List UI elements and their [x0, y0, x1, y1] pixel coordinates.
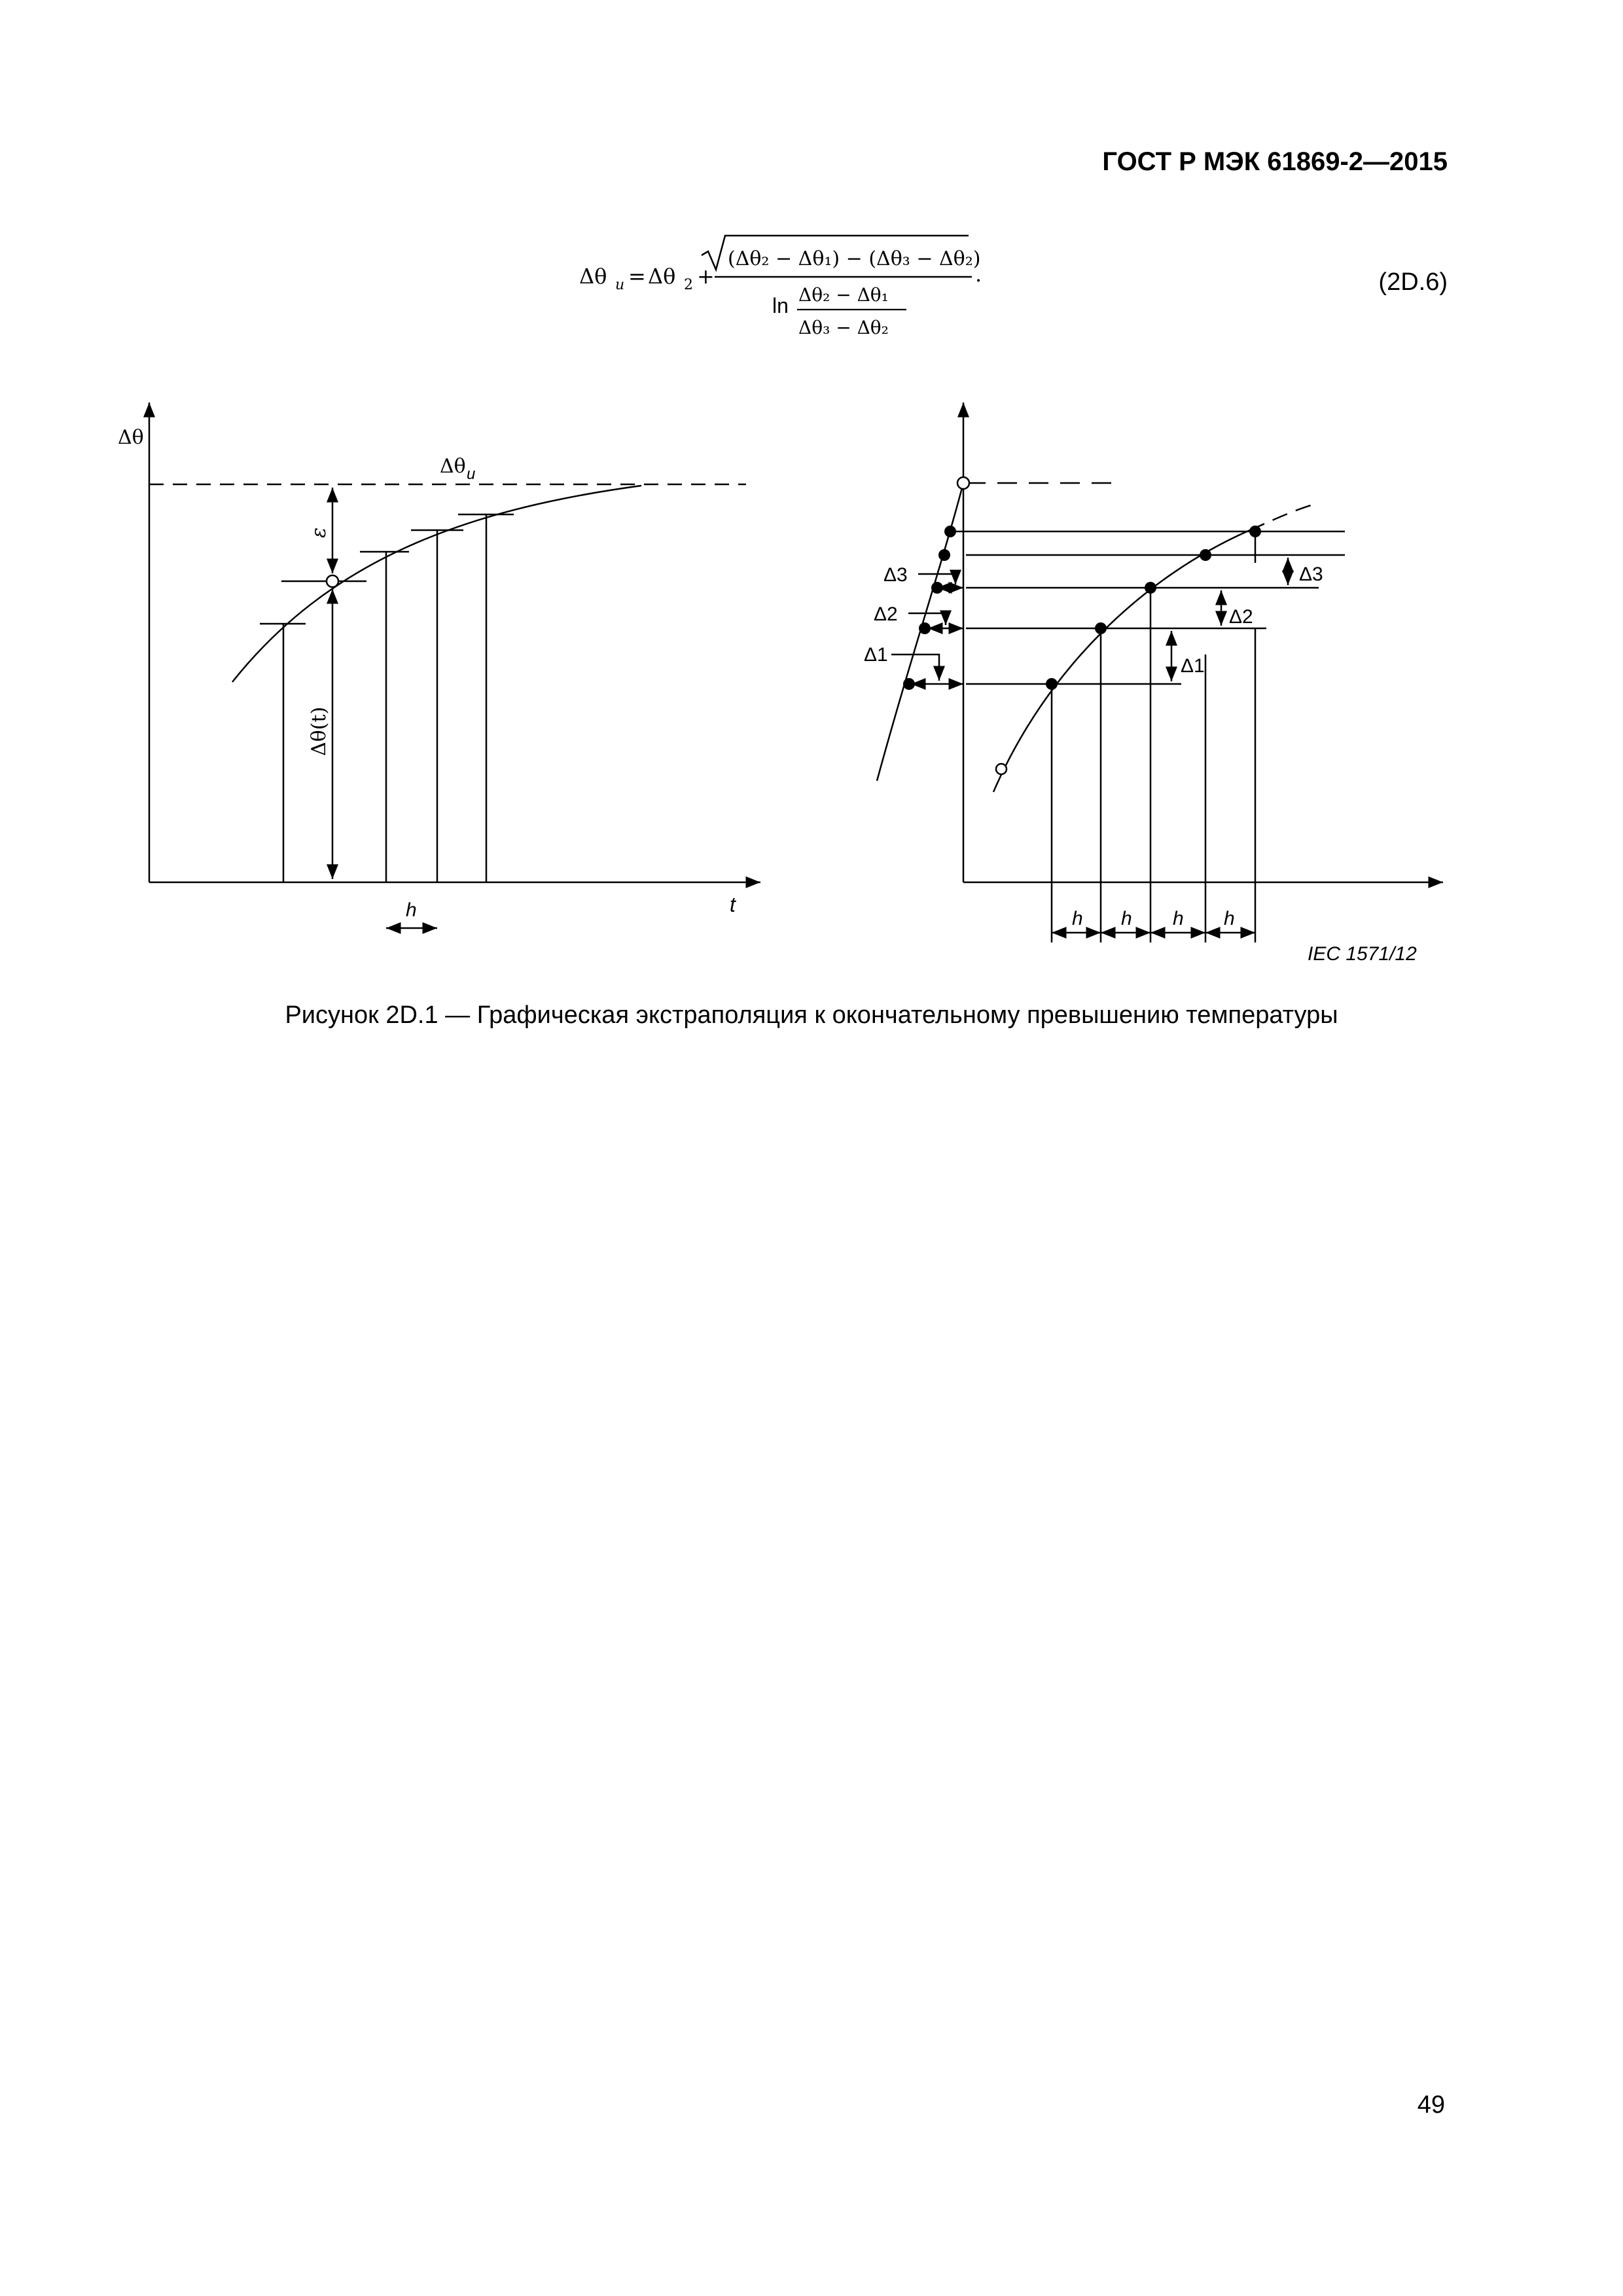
- right-diagram-labels: [864, 564, 1417, 965]
- delta3-right-label: Δ3: [1299, 564, 1323, 585]
- iec-reference: IEC 1571/12: [1308, 943, 1417, 965]
- equation-number: (2D.6): [1378, 268, 1448, 296]
- right-h-label-2: h: [1121, 908, 1132, 929]
- delta2-right-label: Δ2: [1229, 606, 1253, 628]
- right-h-label-3: h: [1173, 908, 1184, 929]
- eq-sqrt-body: (Δθ₂ − Δθ₁) − (Δθ₃ − Δθ₂): [728, 247, 981, 270]
- left-diagram: [149, 403, 760, 928]
- document-header: ГОСТ Р МЭК 61869-2—2015: [1102, 147, 1448, 176]
- eq-equals: =: [628, 264, 646, 289]
- equation: [579, 236, 982, 338]
- left-diagram-labels: [118, 426, 736, 921]
- right-h-label-4: h: [1224, 908, 1235, 929]
- left-open-point: [327, 575, 338, 587]
- asymptote-sub: u: [467, 465, 476, 483]
- figure-caption: Рисунок 2D.1 — Графическая экстраполяция к окончательному превышению температуры: [285, 1001, 1338, 1029]
- left-y-label: Δθ: [118, 426, 144, 449]
- delta3-left-label: Δ3: [883, 564, 908, 586]
- eq-lhs: Δθ: [579, 264, 607, 289]
- eq-plus: +: [697, 264, 715, 289]
- right-open-point-bottom: [996, 764, 1007, 774]
- left-h-label: h: [406, 899, 417, 921]
- page-number: 49: [1417, 2091, 1445, 2119]
- asymptote-label: Δθ: [440, 455, 466, 478]
- eq-ln-num: Δθ₂ − Δθ₁: [798, 284, 889, 306]
- right-h-label-1: h: [1072, 908, 1083, 929]
- eq-term-sub: 2: [684, 277, 693, 293]
- right-diagram: [877, 403, 1443, 942]
- eq-lhs-sub: u: [615, 277, 625, 293]
- delta-theta-t-label: Δθ(t): [308, 706, 330, 756]
- right-open-point-top: [957, 477, 969, 489]
- eq-ln: ln: [772, 294, 789, 317]
- epsilon-label: ε: [308, 527, 330, 538]
- delta1-right-label: Δ1: [1181, 655, 1205, 677]
- delta1-left-label: Δ1: [864, 644, 888, 666]
- delta2-left-label: Δ2: [874, 603, 898, 625]
- time-axis-label: t: [730, 893, 736, 916]
- eq-term: Δθ: [648, 264, 676, 289]
- eq-end: .: [975, 262, 982, 287]
- eq-ln-den: Δθ₃ − Δθ₂: [798, 317, 889, 338]
